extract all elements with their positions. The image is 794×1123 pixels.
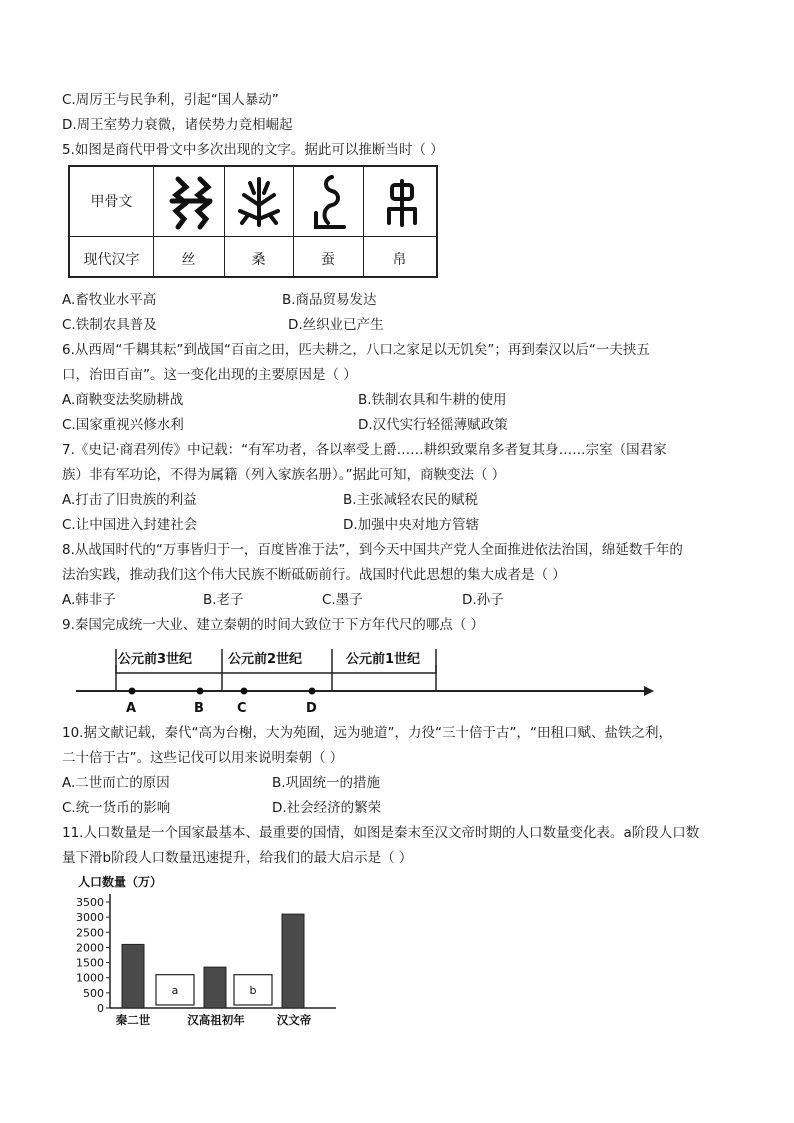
- y-tick-label: 1000: [76, 971, 104, 985]
- stage-label-a: a: [171, 983, 179, 997]
- chart-ylabel: 人口数量（万）: [78, 875, 163, 889]
- q5-option-c: C.铁制农具普及: [62, 317, 157, 333]
- y-tick-label: 500: [83, 986, 104, 1000]
- y-tick-label: 3500: [76, 896, 104, 909]
- modern-char-4: 帛: [392, 252, 407, 268]
- q8-option-c: C.墨子: [322, 592, 363, 608]
- question-6-line1: 6.从西周“千耦其耘”到战国“百亩之田，匹夫耕之，八口之家足以无饥矣”；再到秦汉以后“一夫挟五: [62, 342, 650, 358]
- stage-label-b: b: [249, 983, 257, 997]
- oracle-glyph-silk: [168, 173, 214, 231]
- question-10-line1: 10.据文献记载，秦代“高为台榭，大为苑囿，远为驰道”，力役“三十倍于古”，“田租口赋、盐铁之利，: [62, 725, 672, 741]
- population-bar-chart: [66, 872, 356, 1032]
- q8-option-b: B.老子: [203, 592, 244, 608]
- point-a-marker: [129, 688, 136, 695]
- q10-option-b: B.巩固统一的措施: [272, 775, 381, 791]
- period-label-3: 公元前1世纪: [346, 652, 421, 667]
- q8-option-a: A.韩非子: [62, 592, 116, 608]
- q7-option-a: A.打击了旧贵族的利益: [62, 492, 197, 508]
- q7-option-b: B.主张减轻农民的赋税: [343, 492, 479, 508]
- y-tick-label: 1500: [76, 956, 104, 970]
- category-label: 汉文帝: [276, 1013, 312, 1027]
- q10-option-c: C.统一货币的影响: [62, 800, 171, 816]
- bar-2: [204, 967, 226, 1008]
- point-b-marker: [197, 688, 204, 695]
- option-c: C.周厉王与民争利，引起“国人暴动”: [62, 92, 279, 108]
- option-d: D.周王室势力衰微，诸侯势力竞相崛起: [62, 117, 293, 133]
- question-6-line2: 口，治田百亩”。这一变化出现的主要原因是（ ）: [62, 367, 357, 383]
- q5-option-b: B.商品贸易发达: [282, 292, 377, 308]
- point-c-label: C: [237, 701, 247, 716]
- timeline-ruler: [76, 645, 656, 720]
- q6-option-a: A.商鞅变法奖励耕战: [62, 392, 184, 408]
- category-label: 汉高祖初年: [187, 1013, 245, 1027]
- question-8-line2: 法治实践，推动我们这个伟大民族不断砥砺前行。战国时代此思想的集大成者是（ ）: [62, 567, 566, 583]
- y-tick-label: 2500: [76, 926, 104, 940]
- oracle-bone-table: [68, 165, 438, 278]
- q10-option-d: D.社会经济的繁荣: [272, 800, 382, 816]
- y-tick-label: 2000: [76, 941, 104, 955]
- question-8-line1: 8.从战国时代的“万事皆归于一，百度皆准于法”，到今天中国共产党人全面推进依法治国，绵延数千年的: [62, 542, 683, 558]
- q6-option-c: C.国家重视兴修水利: [62, 417, 184, 433]
- q7-option-c: C.让中国进入封建社会: [62, 517, 198, 533]
- bar-3: [282, 914, 304, 1008]
- q6-option-b: B.铁制农具和牛耕的使用: [358, 392, 507, 408]
- point-b-label: B: [194, 701, 204, 716]
- q5-option-d: D.丝织业已产生: [288, 317, 384, 333]
- period-label-2: 公元前2世纪: [228, 652, 303, 667]
- question-7-line1: 7.《史记·商君列传》中记载：“有军功者，各以率受上爵……耕织致粟帛多者复其身……宗室（国君家: [62, 442, 667, 458]
- q7-option-d: D.加强中央对地方管辖: [343, 517, 480, 533]
- modern-char-3: 蚕: [321, 252, 335, 268]
- point-c-marker: [241, 688, 248, 695]
- modern-char-2: 桑: [251, 252, 266, 268]
- modern-char-1: 丝: [181, 252, 196, 268]
- q10-option-a: A.二世而亡的原因: [62, 775, 170, 791]
- question-10-line2: 二十倍于古”。这些记伐可以用来说明秦朝（ ）: [62, 750, 344, 766]
- question-5: 5.如图是商代甲骨文中多次出现的文字。据此可以推断当时（ ）: [62, 142, 444, 158]
- bar-1: [122, 944, 144, 1008]
- q6-option-d: D.汉代实行轻徭薄赋政策: [358, 417, 508, 433]
- point-a-label: A: [126, 701, 137, 716]
- row-label-oracle: 甲骨文: [90, 194, 133, 210]
- point-d-marker: [309, 688, 316, 695]
- question-9: 9.秦国完成统一大业、建立秦朝的时间大致位于下方年代尺的哪点（ ）: [62, 617, 485, 633]
- q8-option-d: D.孙子: [462, 592, 504, 608]
- question-11-line2: 量下滑b阶段人口数量迅速提升，给我们的最大启示是（ ）: [62, 850, 413, 866]
- timeline-arrow: [644, 686, 654, 696]
- y-tick-label: 0: [97, 1002, 104, 1015]
- oracle-glyph-mulberry: [236, 175, 282, 229]
- y-tick-label: 3000: [76, 911, 104, 925]
- question-7-line2: 族）非有军功论，不得为属籍（列入家族名册）。”据此可知，商鞅变法（ ）: [62, 467, 506, 483]
- row-label-modern: 现代汉字: [83, 252, 140, 268]
- oracle-glyph-cloth: [385, 175, 419, 229]
- question-11-line1: 11.人口数量是一个国家最基本、最重要的国情，如图是秦末至汉文帝时期的人口数量变化表。a阶段人口数: [62, 825, 700, 841]
- period-label-1: 公元前3世纪: [118, 652, 193, 667]
- point-d-label: D: [306, 701, 317, 716]
- q5-option-a: A.畜牧业水平高: [62, 292, 157, 308]
- category-label: 秦二世: [115, 1013, 151, 1027]
- oracle-glyph-silkworm: [310, 173, 350, 231]
